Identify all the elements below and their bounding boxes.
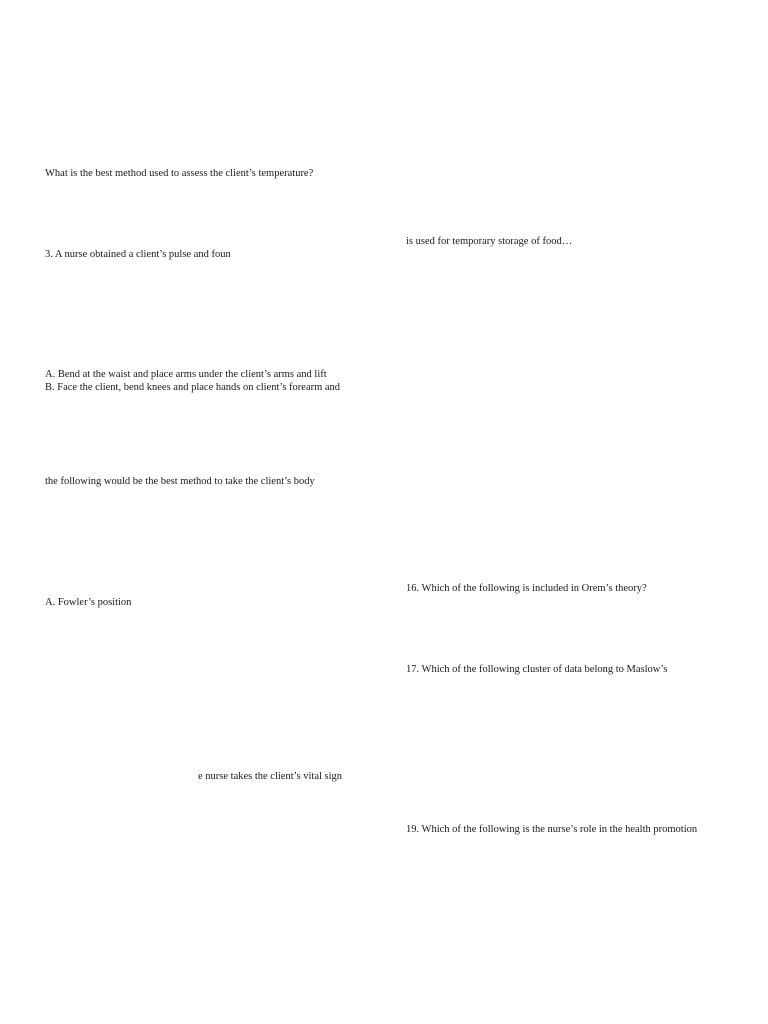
vital-signs-fragment: e nurse takes the client’s vital sign xyxy=(198,771,343,782)
option-a-fowlers-position: A. Fowler’s position xyxy=(45,597,132,608)
body-temperature-method-line: the following would be the best method to take the client’s body xyxy=(45,476,315,487)
food-storage-fragment: is used for temporary storage of food… xyxy=(406,236,573,247)
question-17: 17. Which of the following cluster of data belong to Maslow’s xyxy=(406,664,668,675)
question-16: 16. Which of the following is included in Orem’s theory? xyxy=(406,583,647,594)
question-3: 3. A nurse obtained a client’s pulse and foun xyxy=(45,249,231,260)
question-19: 19. Which of the following is the nurse’s role in the health promotion xyxy=(406,824,698,835)
option-b-face-client: B. Face the client, bend knees and place hands on client’s forearm and xyxy=(45,382,341,393)
option-a-bend-waist: A. Bend at the waist and place arms under the client’s arms and lift xyxy=(45,369,327,380)
question-temperature-method: What is the best method used to assess the client’s temperature? xyxy=(45,168,314,179)
